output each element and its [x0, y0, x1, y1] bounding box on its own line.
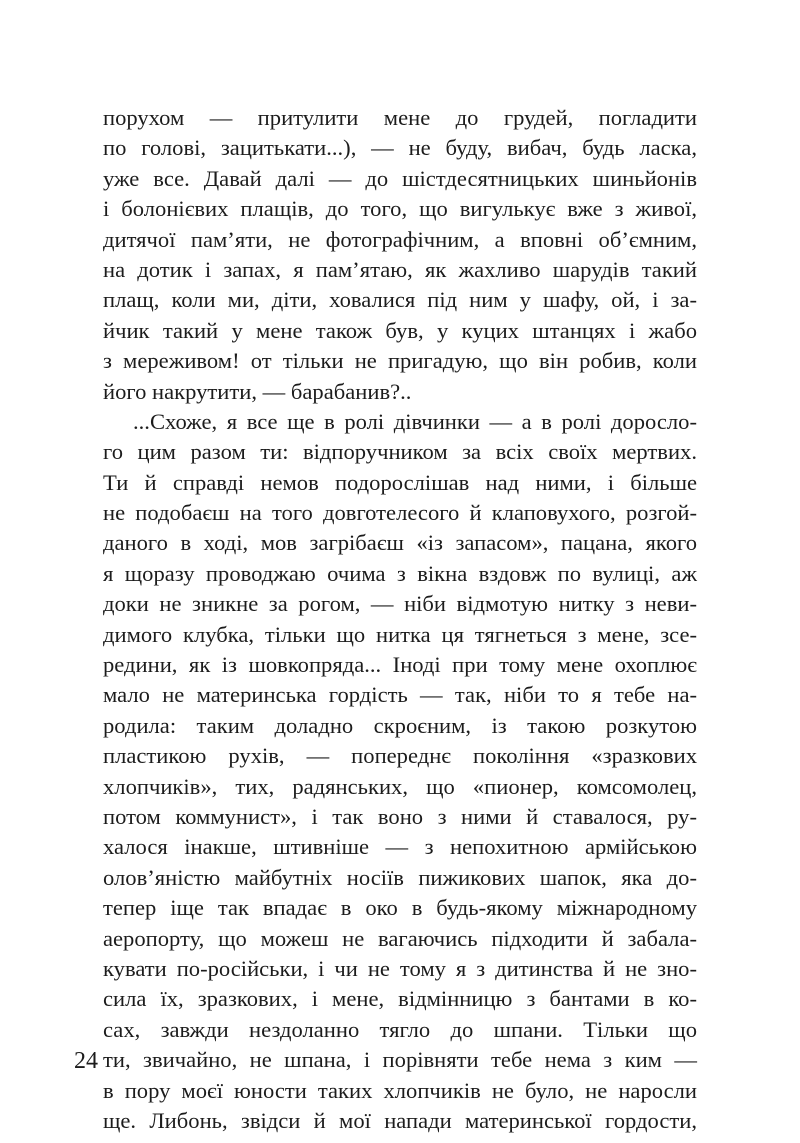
- text-line: я щоразу проводжаю очима з вікна вздовж по вулиці, аж: [103, 560, 697, 586]
- page-number: 24: [74, 1048, 98, 1074]
- text-line: Ти й справді немов подорослішав над ними, і більше: [103, 469, 697, 495]
- text-line: в пору моєї юности таких хлопчиків не було, не наросли: [103, 1077, 697, 1103]
- text-line: пластикою рухів, — попереднє покоління «зразкових: [103, 743, 697, 769]
- text-line: і болонієвих плащів, до того, що вигулькує вже з живої,: [103, 196, 697, 222]
- text-line: ...Схоже, я все ще в ролі дівчинки — а в ролі доросло-: [133, 408, 697, 434]
- paragraph: [103, 103, 697, 407]
- text-line: порухом — притулити мене до грудей, погладити: [103, 105, 697, 130]
- body-text: [103, 103, 697, 1136]
- text-line: не подобаєш на того довготелесого й клаповухого, розгой-: [103, 500, 697, 526]
- text-line: димого клубка, тільки що нитка ця тягнеться з мене, зсе-: [103, 621, 697, 647]
- text-line: плащ, коли ми, діти, ховалися під ним у шафу, ой, і за-: [103, 287, 697, 313]
- text-line: хлопчиків», тих, радянських, що «пионер, комсомолец,: [103, 773, 697, 799]
- text-line: олов’яністю майбутніх носіїв пижикових шапок, яка до-: [103, 864, 697, 890]
- text-line: йчик такий у мене також був, у куцих штанцях і жабо: [103, 317, 697, 343]
- text-line: ще. Либонь, звідси й мої напади материнської гордости,: [103, 1107, 697, 1133]
- text-line: халося інакше, штивніше — з непохитною армійською: [103, 834, 697, 860]
- text-line: доки не зникне за рогом, — ніби відмотую нитку з неви-: [103, 591, 697, 617]
- text-line: на дотик і запах, я пам’ятаю, як жахливо шарудів такий: [103, 256, 697, 282]
- text-line: ти, звичайно, не шпана, і порівняти тебе нема з ким —: [103, 1047, 697, 1073]
- text-line: потом коммунист», і так воно з ними й ставалося, ру-: [103, 803, 697, 829]
- text-line: сах, завжди нездоланно тягло до шпани. Тільки що: [103, 1016, 697, 1042]
- text-line: редини, як із шовкопряда... Іноді при тому мене охоплює: [103, 652, 697, 678]
- paragraph: [103, 407, 697, 1136]
- text-line: кувати по-російськи, і чи не тому я з дитинства й не зно-: [103, 955, 697, 981]
- text-line: його накрутити, — барабанив?..: [103, 378, 412, 404]
- text-line: дитячої пам’яти, не фотографічним, а вповні об’ємним,: [103, 226, 697, 252]
- text-line: тепер іще так впадає в око в будь-якому міжнародному: [103, 895, 697, 921]
- text-line: уже все. Давай далі — до шістдесятницьких шиньйонів: [103, 165, 697, 191]
- text-line: аеропорту, що можеш не вагаючись підходити й забала-: [103, 925, 697, 951]
- text-line: сила їх, зразкових, і мене, відмінницю з бантами в ко-: [103, 986, 697, 1012]
- text-line: го цим разом ти: відпоручником за всіх своїх мертвих.: [103, 439, 697, 465]
- text-line: родила: таким доладно скроєним, із такою розкутою: [103, 712, 697, 738]
- text-line: даного в ході, мов загрібаєш «із запасом», пацана, якого: [103, 530, 697, 556]
- text-line: по голові, зацитькати...), — не буду, вибач, будь ласка,: [103, 135, 697, 161]
- text-line: з мереживом! от тільки не пригадую, що він робив, коли: [103, 348, 697, 374]
- text-line: мало не материнська гордість — так, ніби то я тебе на-: [103, 682, 697, 708]
